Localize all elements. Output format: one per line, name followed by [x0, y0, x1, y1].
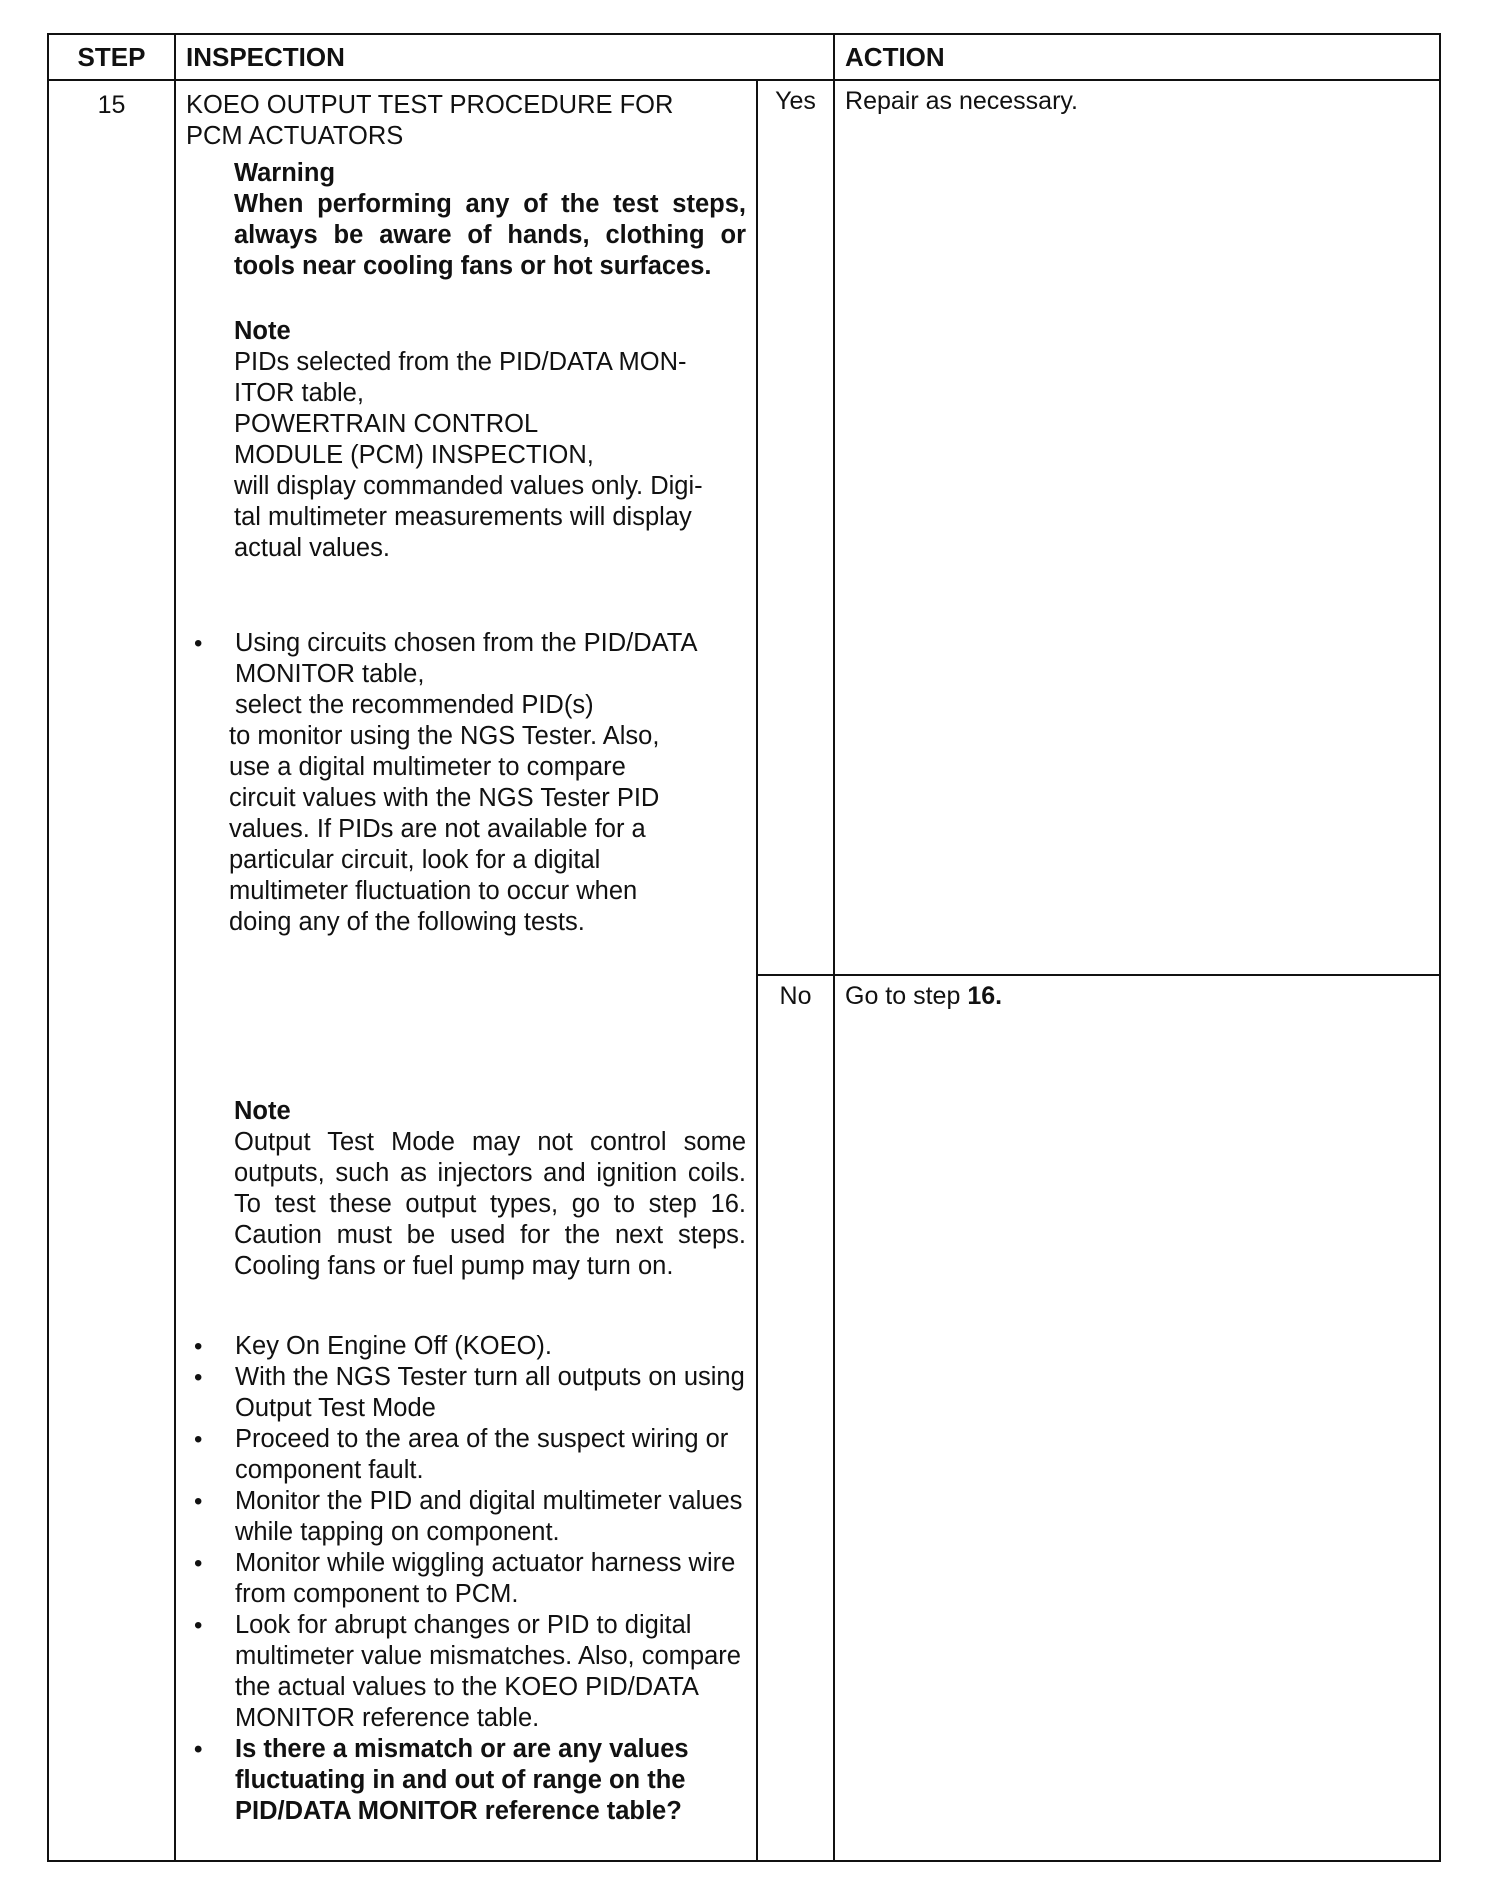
note-heading: Note [234, 317, 291, 345]
note-line: MODULE (PCM) INSPECTION, [234, 441, 594, 469]
step-header: STEP [48, 34, 175, 80]
warning-heading: Warning [234, 159, 336, 187]
list-item: • Look for abrupt changes or PID to digital multimeter value mismatches. Also, compare the actual values to the KOEO PID/DATA MONITOR reference table. [186, 1610, 746, 1734]
note-line: ITOR table, [234, 379, 364, 407]
inspection-table [47, 33, 1441, 1862]
inspection-header: INSPECTION [175, 34, 834, 80]
procedure-bullets [186, 1331, 746, 1827]
note-line: PIDs selected from the PID/DATA MON- [234, 348, 687, 376]
list-item: • Monitor the PID and digital multimeter values while tapping on component. [186, 1486, 746, 1548]
circuit-bullet [186, 628, 746, 938]
warning-text: When performing any of the test steps, always be aware of hands, clothing or tools near cooling fans or hot surfaces. [234, 190, 746, 280]
list-item: • Proceed to the area of the suspect wiring or component fault. [186, 1424, 746, 1486]
note-line: tal multimeter measurements will display [234, 503, 692, 531]
yes-label: Yes [757, 80, 834, 975]
no-label: No [757, 975, 834, 1861]
list-item: • With the NGS Tester turn all outputs on using Output Test Mode [186, 1362, 746, 1424]
no-action: Go to step 16. [834, 975, 1440, 1861]
step-number: 15 [48, 80, 175, 1861]
warning-block [186, 158, 746, 282]
yes-row [48, 80, 1440, 975]
action-header: ACTION [834, 34, 1440, 80]
list-item: • Using circuits chosen from the PID/DATA MONITOR table, select the recommended PID(s) [186, 628, 746, 721]
header-row [48, 34, 1440, 80]
note-line: POWERTRAIN CONTROL [234, 410, 539, 438]
question-item: • Is there a mismatch or are any values fluctuating in and out of range on the PID/DATA MONITOR reference table? [186, 1734, 746, 1827]
note-heading: Note [234, 1097, 291, 1125]
step-reference: 16. [967, 982, 1003, 1010]
procedure-title: KOEO OUTPUT TEST PROCEDURE FOR PCM ACTUATORS [186, 91, 674, 150]
note-text: Output Test Mode may not control some outputs, such as injectors and ignition coils. To test these output types, go to step 16. Caution must be used for the next steps. Cooling fans or fuel pump may turn on. [234, 1128, 746, 1280]
list-item: • Monitor while wiggling actuator harness wire from component to PCM. [186, 1548, 746, 1610]
yes-action: Repair as necessary. [834, 80, 1440, 975]
inspection-cell [175, 80, 757, 1861]
note-block-2 [186, 1096, 746, 1282]
note-line: actual values. [234, 534, 390, 562]
note-line: will display commanded values only. Digi- [234, 472, 703, 500]
bullet-continuation: to monitor using the NGS Tester. Also, use a digital multimeter to compare circuit values with the NGS Tester PID values. If PIDs are not available for a particular circuit, look for a digital multimeter fluctuation to occur when doing any of the following tests. [229, 722, 660, 936]
list-item: • Key On Engine Off (KOEO). [186, 1331, 746, 1362]
note-block-1 [186, 316, 746, 564]
